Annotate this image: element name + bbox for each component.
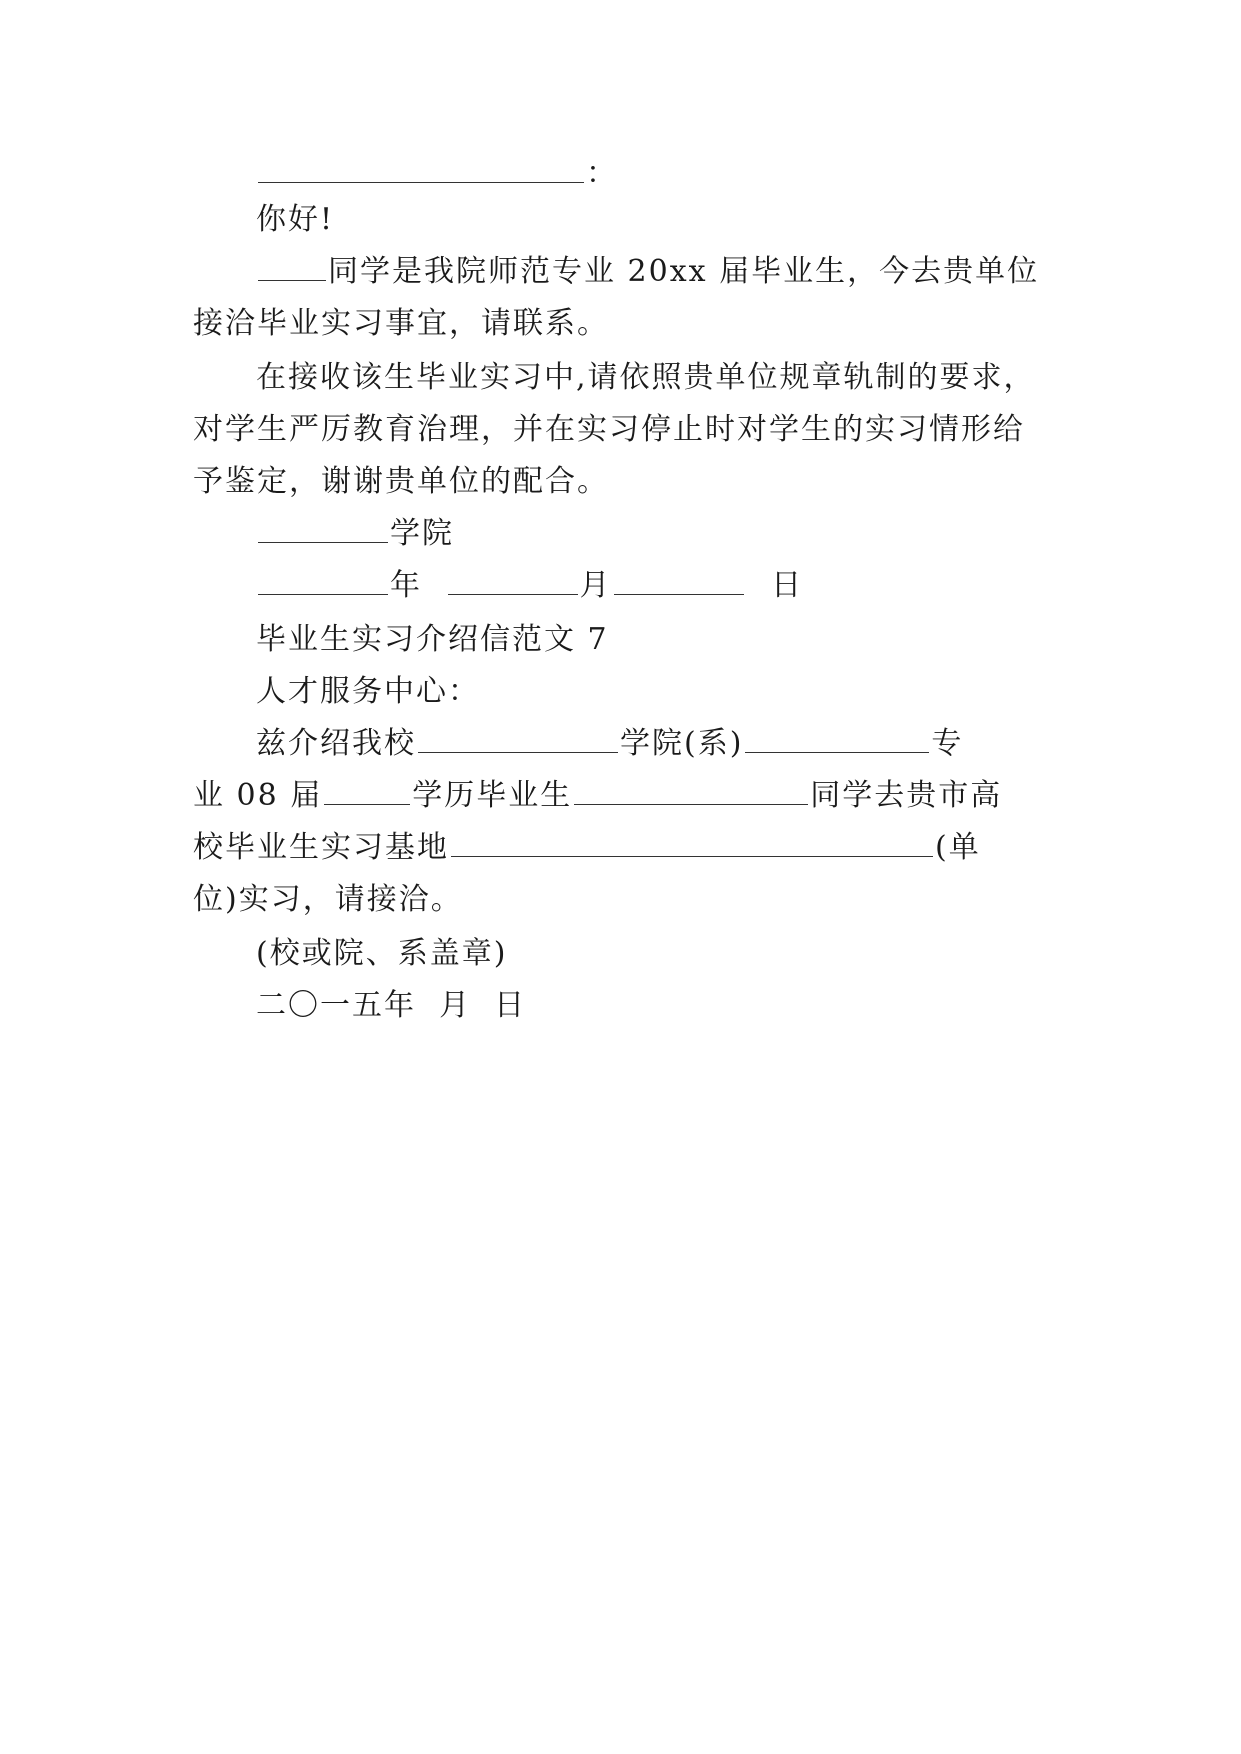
para1-line1 — [256, 252, 1053, 292]
student-blank — [574, 778, 808, 805]
letter2-body-line2 — [193, 776, 1053, 816]
body-l1-c: 专 — [931, 726, 964, 761]
letter2-body-line1 — [256, 724, 1053, 764]
degree-blank — [324, 778, 410, 805]
month-blank — [448, 568, 578, 595]
college-line — [256, 514, 1053, 554]
salutation-colon: ： — [586, 156, 618, 191]
school-blank — [418, 726, 618, 753]
para2-line2: 对学生严厉教育治理，并在实习停止时对学生的实习情形给 — [193, 412, 1025, 447]
greeting: 你好! — [256, 202, 335, 237]
para1-line1-text: 同学是我院师范专业 20xx 届毕业生，今去贵单位 — [328, 254, 1040, 289]
body-l1-b: 学院(系) — [620, 726, 744, 761]
seal-note: (校或院、系盖章) — [256, 936, 508, 971]
date-line-1 — [256, 566, 1053, 606]
letter2-body-line3 — [193, 828, 1053, 868]
body-l2-c: 同学去贵市高 — [810, 778, 1003, 813]
year-blank — [258, 568, 388, 595]
body-l2-b: 学历毕业生 — [412, 778, 573, 813]
year-label: 年 — [390, 568, 422, 603]
body-l1-a: 兹介绍我校 — [256, 726, 416, 761]
para1-line2: 接洽毕业实习事宜，请联系。 — [193, 306, 609, 341]
letter2-body-line4: 位)实习，请接洽。 — [193, 882, 463, 917]
para2-line1: 在接收该生毕业实习中,请依照贵单位规章轨制的要求， — [256, 360, 1036, 395]
body-l3-b: (单 — [935, 830, 981, 865]
college-blank — [258, 516, 388, 543]
body-l2-a: 业 08 届 — [193, 778, 323, 813]
day-blank — [614, 568, 744, 595]
letter2-recipient: 人才服务中心： — [256, 674, 480, 709]
student-name-blank — [258, 254, 326, 281]
base-blank — [451, 830, 933, 857]
college-suffix: 学院 — [390, 516, 454, 551]
day-label: 日 — [771, 568, 804, 603]
month-label: 月 — [579, 568, 612, 603]
para2-line3: 予鉴定，谢谢贵单位的配合。 — [193, 464, 609, 499]
body-l3-a: 校毕业生实习基地 — [193, 830, 449, 865]
letter2-date: 二〇一五年 月 日 — [256, 988, 527, 1023]
recipient-blank — [258, 156, 584, 183]
salutation-line — [256, 154, 1053, 194]
major-blank — [745, 726, 929, 753]
letter2-heading: 毕业生实习介绍信范文 7 — [256, 622, 609, 657]
